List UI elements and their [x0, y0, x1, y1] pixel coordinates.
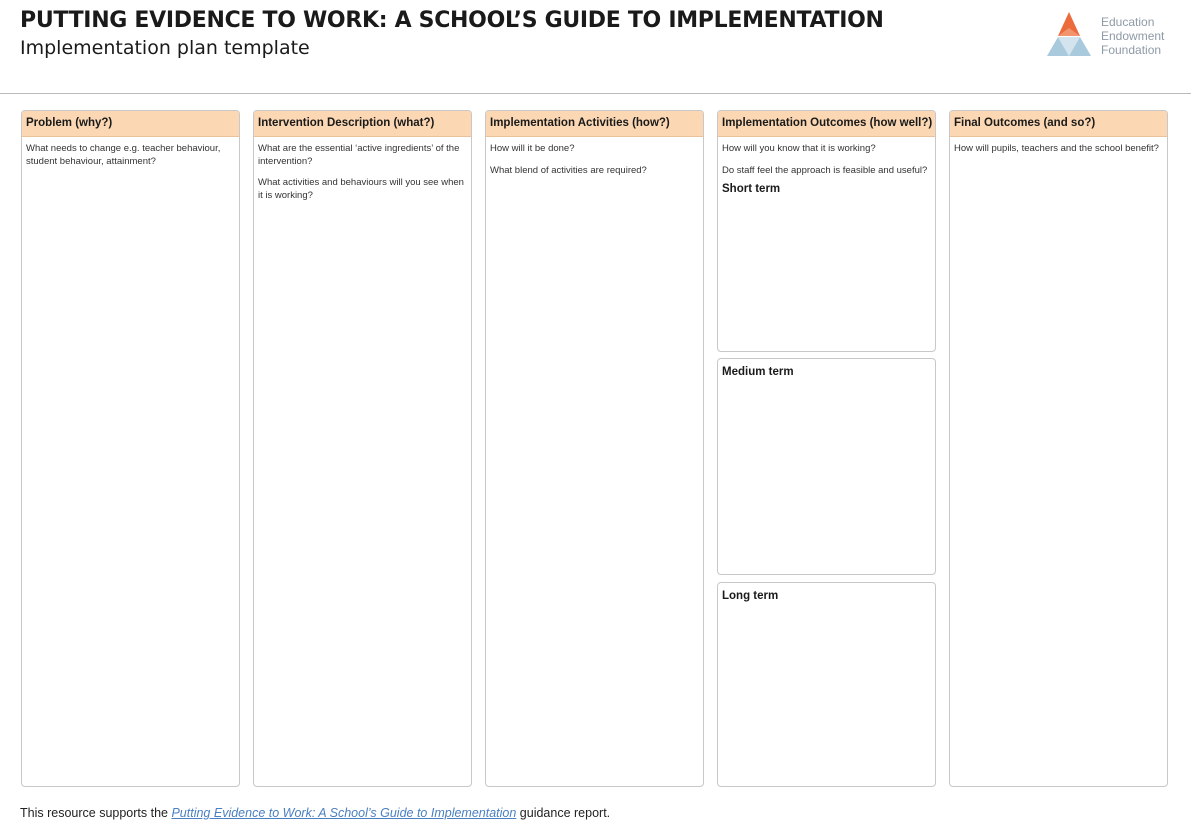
activities-prompt-1: How will it be done? — [490, 143, 575, 154]
logo-wordmark — [1101, 15, 1164, 57]
header-divider — [0, 93, 1191, 94]
implementation-activities-heading: Implementation Activities (how?) — [486, 111, 703, 137]
problem-heading: Problem (why?) — [22, 111, 239, 137]
footer-note — [20, 806, 610, 820]
footer-suffix: guidance report. — [516, 806, 611, 820]
outcomes-prompt-2: Do staff feel the approach is feasible and useful? — [722, 164, 928, 176]
short-term-label: Short term — [722, 183, 781, 195]
eef-logo — [1044, 10, 1179, 60]
final-outcomes-heading: Final Outcomes (and so?) — [950, 111, 1167, 137]
logo-line-3: Foundation — [1101, 43, 1162, 57]
logo-line-2: Endowment — [1101, 29, 1165, 43]
eef-triangle-logo-icon — [1044, 10, 1094, 58]
final-outcomes-prompts — [950, 137, 1167, 156]
guidance-report-link[interactable]: Putting Evidence to Work: A School’s Guide to Implementation — [171, 806, 517, 820]
footer-prefix: This resource supports the — [20, 806, 172, 820]
page-title: PUTTING EVIDENCE TO WORK: A SCHOOL’S GUIDE TO IMPLEMENTATION — [20, 8, 884, 33]
implementation-outcomes-heading: Implementation Outcomes (how well?) — [718, 111, 935, 137]
long-term-label: Long term — [722, 590, 779, 602]
problem-prompt-1: What needs to change e.g. teacher behaviour, student behaviour, attainment? — [26, 143, 221, 167]
page-subtitle: Implementation plan template — [20, 37, 310, 59]
intervention-description-prompts — [254, 137, 471, 202]
problem-prompts — [22, 137, 239, 168]
short-term-outcomes-box[interactable] — [717, 110, 936, 352]
implementation-outcomes-prompts — [718, 137, 935, 196]
activities-prompt-2: What blend of activities are required? — [490, 164, 647, 176]
implementation-activities-prompts — [486, 137, 703, 177]
long-term-outcomes-box[interactable] — [717, 582, 936, 787]
intervention-prompt-1: What are the essential ‘active ingredients’ of the intervention? — [258, 143, 460, 167]
implementation-activities-column[interactable] — [485, 110, 704, 787]
logo-line-1: Education — [1101, 15, 1155, 29]
intervention-description-heading: Intervention Description (what?) — [254, 111, 471, 137]
medium-term-label: Medium term — [722, 366, 794, 378]
medium-term-outcomes-box[interactable] — [717, 358, 936, 575]
final-outcomes-prompt-1: How will pupils, teachers and the school benefit? — [954, 143, 1159, 154]
final-outcomes-column[interactable] — [949, 110, 1168, 787]
problem-column[interactable] — [21, 110, 240, 787]
intervention-description-column[interactable] — [253, 110, 472, 787]
intervention-prompt-2: What activities and behaviours will you see when it is working? — [258, 177, 464, 201]
outcomes-prompt-1: How will you know that it is working? — [722, 143, 876, 154]
